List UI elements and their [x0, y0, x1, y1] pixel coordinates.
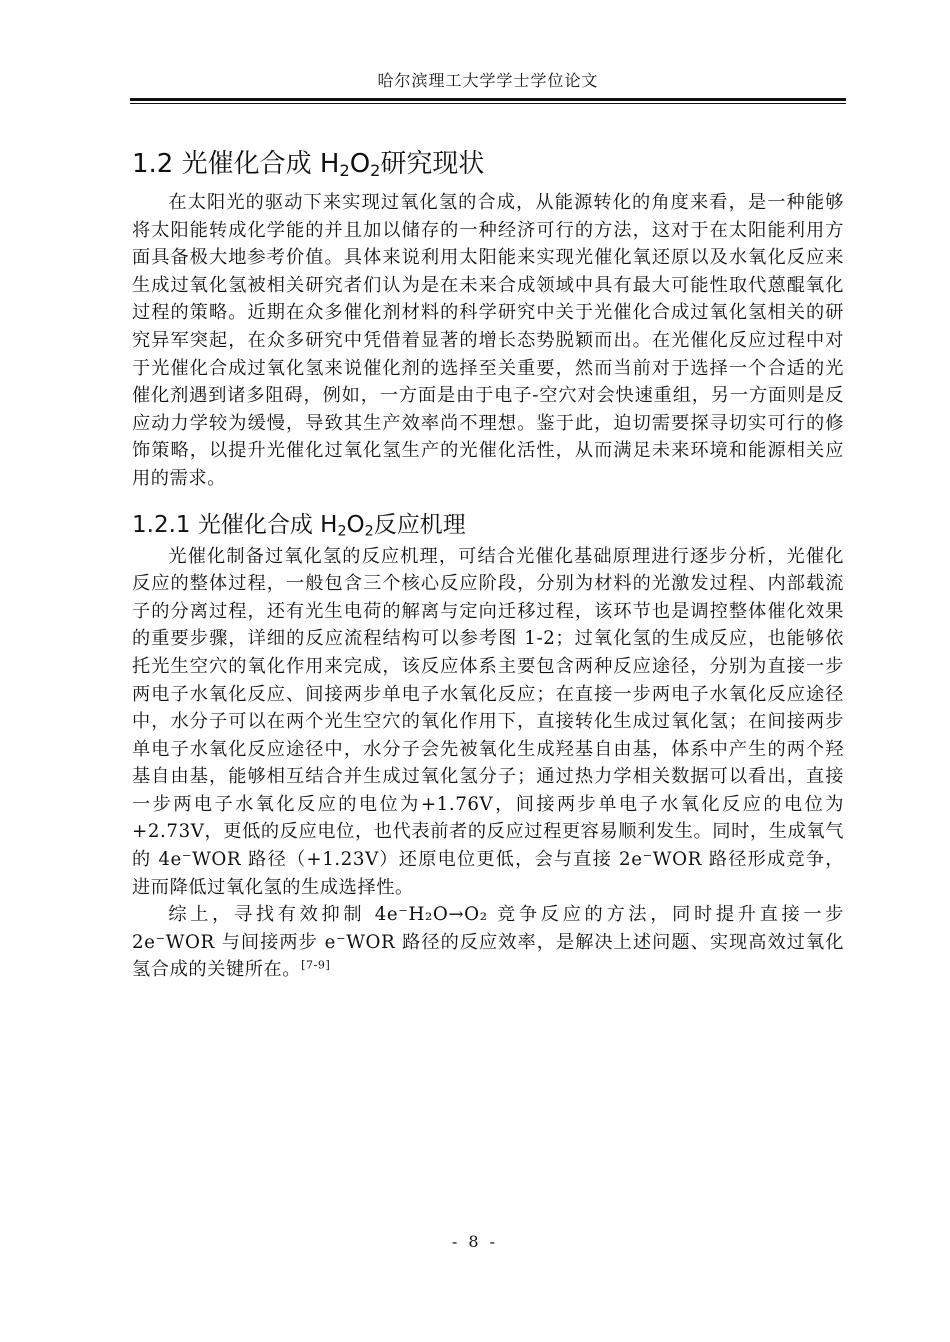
paragraph-mechanism: 光催化制备过氧化氢的反应机理，可结合光催化基础原理进行逐步分析，光催化反应的整体过程，一般包含三个核心反应阶段，分别为材料的光激发过程、内部载流子的分离过程，还有光生电荷的解离与定向迁移过程，该环节也是调控整体催化效果的重要步骤，详细的反应流程结构可以参考图 1-2；过氧化氢的生成反应，也能够依托光生空穴的氧化作用来完成，该反应体系主要包含两种反应途径，分别为直接一步两电子水氧化反应、间接两步单电子水氧化反应；在直接一步两电子水氧化反应途径中，水分子可以在两个光生空穴的氧化作用下，直接转化生成过氧化氢；在间接两步单电子水氧化反应途径中，水分子会先被氧化生成羟基自由基，体系中产生的两个羟基自由基，能够相互结合并生成过氧化氢分子；通过热力学相关数据可以看出，直接一步两电子水氧化反应的电位为+1.76V，间接两步单电子水氧化反应的电位为+2.73V，更低的反应电位，也代表前者的反应过程更容易顺利发生。同时，生成氧气的 4e⁻WOR 路径（+1.23V）还原电位更低，会与直接 2e⁻WOR 路径形成竞争，进而降低过氧化氢的生成选择性。: [132, 545, 844, 898]
citation-ref[interactable]: [7-9]: [301, 958, 331, 972]
page-body: [132, 134, 844, 984]
subsection-heading: 1.2.1 光催化合成 $H_2O_2$反应机理: [132, 511, 466, 540]
header-rule-thin: [130, 103, 846, 104]
paragraph-intro: 在太阳光的驱动下来实现过氧化氢的合成，从能源转化的角度来看，是一种能够将太阳能转成化学能的并且加以储存的一种经济可行的方法，这对于在太阳能利用方面具备极大地参考价值。具体来说利用太阳能来实现光催化氧还原以及水氧化反应来生成过氧化氢被相关研究者们认为是在未来合成领域中具有最大可能性取代蒽醌氧化过程的策略。近期在众多催化剂材料的科学研究中关于光催化合成过氧化氢相关的研究异军突起，在众多研究中凭借着显著的增长态势脱颖而出。在光催化反应过程中对于光催化合成过氧化氢来说催化剂的选择至关重要，然而当前对于选择一个合适的光催化剂遇到诸多阻碍，例如，一方面是由于电子-空穴对会快速重组，另一方面则是反应动力学较为缓慢，导致其生产效率尚不理想。鉴于此，迫切需要探寻切实可行的修饰策略，以提升光催化过氧化氢生产的光催化活性，从而满足未来环境和能源相关应用的需求。: [132, 192, 844, 489]
summary-text: 综上，寻找有效抑制 4e⁻H₂O→O₂ 竞争反应的方法，同时提升直接一步 2e⁻WOR 与间接两步 e⁻WOR 路径的反应效率，是解决上述问题、实现高效过氧化氢合成的关键所在。: [132, 904, 844, 981]
running-header: 哈尔滨理工大学学士学位论文: [377, 71, 599, 90]
section-heading: 1.2 光催化合成 $H_2O_2$研究现状: [132, 149, 485, 181]
page-number: - 8 -: [451, 1232, 499, 1251]
section-number: 1.2: [132, 149, 174, 179]
header-rule-thick: [130, 98, 846, 101]
paragraph-summary: [132, 901, 844, 984]
subsection-number: 1.2.1: [132, 511, 191, 538]
